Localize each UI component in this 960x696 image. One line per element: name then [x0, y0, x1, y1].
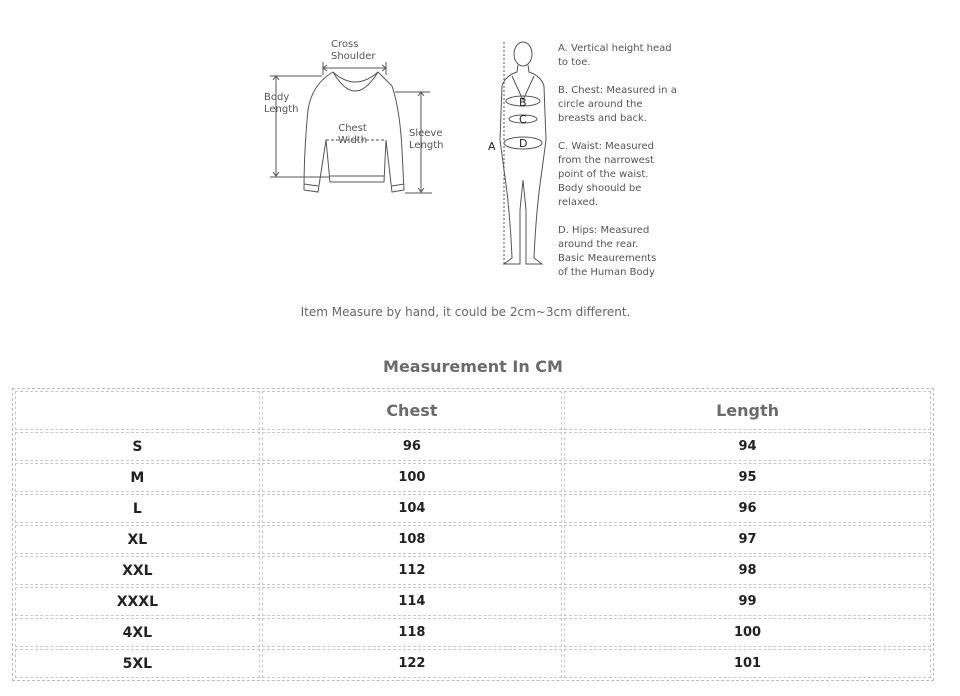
note-d: D. Hips: Measured around the rear. Basic Meaurements of the Human Body: [558, 225, 657, 278]
chest-cell: 108: [262, 525, 562, 554]
chest-cell: 118: [262, 618, 562, 647]
header-chest: Chest: [262, 391, 562, 430]
marker-a: A: [488, 140, 496, 153]
marker-b: B: [519, 96, 527, 109]
table-row: [15, 432, 931, 461]
size-cell: XXXL: [15, 587, 260, 616]
table-header-row: [15, 391, 931, 430]
header-length: Length: [564, 391, 931, 430]
table-row: [15, 618, 931, 647]
length-cell: 99: [564, 587, 931, 616]
chest-width-label: Chest Width: [338, 123, 368, 146]
table-row: [15, 494, 931, 523]
size-cell: M: [15, 463, 260, 492]
chest-cell: 122: [262, 649, 562, 678]
header-size: [15, 391, 260, 430]
length-cell: 97: [564, 525, 931, 554]
chest-cell: 112: [262, 556, 562, 585]
size-cell: 4XL: [15, 618, 260, 647]
measurement-diagram: [0, 0, 960, 300]
size-cell: L: [15, 494, 260, 523]
note-b: B. Chest: Measured in a circle around the breasts and back.: [558, 85, 677, 124]
body-length-label: Body Length: [264, 92, 299, 115]
note-a: A. Vertical height head to toe.: [558, 43, 672, 68]
table-row: [15, 525, 931, 554]
length-cell: 96: [564, 494, 931, 523]
chest-cell: 96: [262, 432, 562, 461]
table-title: Measurement In CM: [383, 357, 563, 376]
length-cell: 95: [564, 463, 931, 492]
marker-d: D: [519, 137, 528, 150]
table-row: [15, 587, 931, 616]
table-row: [15, 463, 931, 492]
size-cell: XL: [15, 525, 260, 554]
marker-c: C: [519, 113, 527, 126]
size-cell: S: [15, 432, 260, 461]
chest-cell: 100: [262, 463, 562, 492]
table-row: [15, 556, 931, 585]
length-cell: 98: [564, 556, 931, 585]
measurement-disclaimer: Item Measure by hand, it could be 2cm~3cm different.: [300, 305, 631, 319]
note-c: C. Waist: Measured from the narrowest point of the waist. Body shoould be relaxed.: [558, 141, 655, 208]
size-chart-table: [12, 388, 934, 681]
length-cell: 100: [564, 618, 931, 647]
chest-cell: 104: [262, 494, 562, 523]
cross-shoulder-label: Cross Shoulder: [331, 39, 376, 62]
length-cell: 94: [564, 432, 931, 461]
size-cell: XXL: [15, 556, 260, 585]
sleeve-length-label: Sleeve Length: [409, 128, 444, 151]
length-cell: 101: [564, 649, 931, 678]
table-row: [15, 649, 931, 678]
chest-cell: 114: [262, 587, 562, 616]
sweater-illustration: [0, 0, 960, 300]
size-cell: 5XL: [15, 649, 260, 678]
